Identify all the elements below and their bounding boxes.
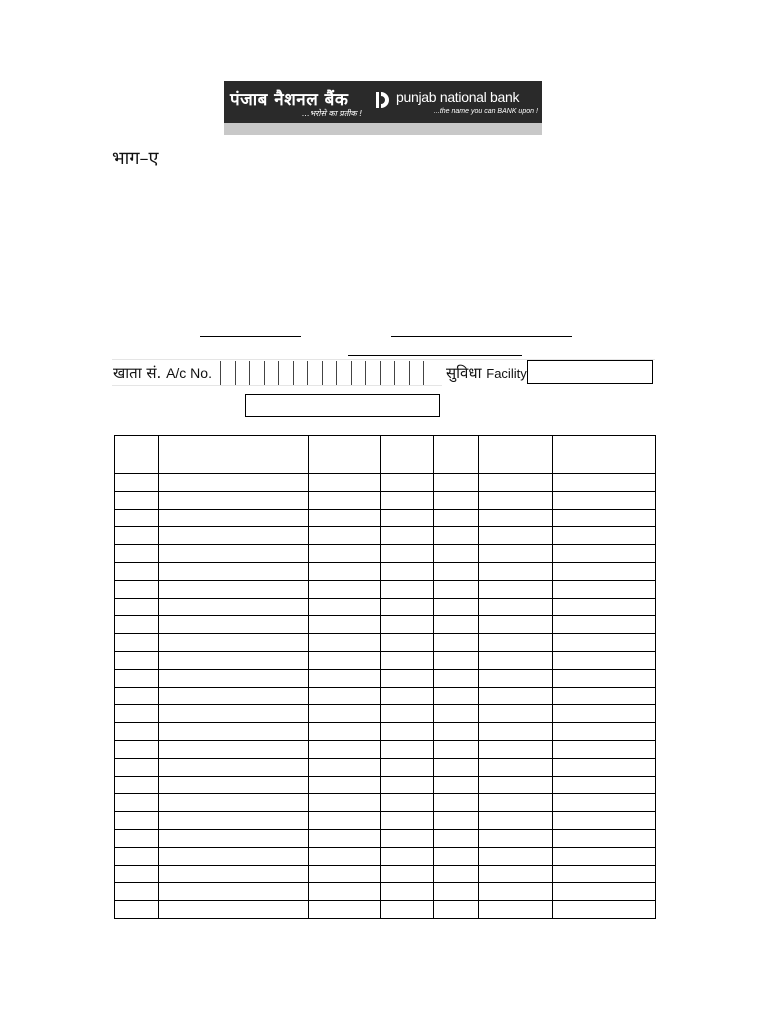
table-cell[interactable] <box>381 883 434 901</box>
table-cell[interactable] <box>309 491 381 509</box>
table-cell[interactable] <box>479 687 553 705</box>
table-cell[interactable] <box>434 883 479 901</box>
table-row <box>115 758 656 776</box>
table-cell[interactable] <box>479 527 553 545</box>
table-cell[interactable] <box>159 598 309 616</box>
table-cell[interactable] <box>479 562 553 580</box>
account-digit-box[interactable] <box>410 361 425 385</box>
table-cell[interactable] <box>553 669 656 687</box>
table-cell[interactable] <box>159 527 309 545</box>
table-cell[interactable] <box>309 616 381 634</box>
table-cell[interactable] <box>159 865 309 883</box>
table-cell[interactable] <box>309 901 381 919</box>
table-row <box>115 847 656 865</box>
table-cell[interactable] <box>115 794 159 812</box>
account-digit-box[interactable] <box>265 361 280 385</box>
table-cell[interactable] <box>479 776 553 794</box>
blank-line-2 <box>391 336 572 337</box>
table-cell[interactable] <box>434 847 479 865</box>
account-number-label <box>113 363 212 383</box>
table-row <box>115 527 656 545</box>
table-row <box>115 669 656 687</box>
entry-table <box>114 435 656 919</box>
table-cell[interactable] <box>159 901 309 919</box>
table-cell[interactable] <box>381 669 434 687</box>
table-cell[interactable] <box>381 705 434 723</box>
table-row <box>115 705 656 723</box>
table-cell[interactable] <box>115 651 159 669</box>
table-cell[interactable] <box>115 491 159 509</box>
table-row <box>115 474 656 492</box>
table-cell[interactable] <box>381 812 434 830</box>
table-cell[interactable] <box>553 776 656 794</box>
table-cell[interactable] <box>553 812 656 830</box>
table-cell[interactable] <box>434 509 479 527</box>
table-cell[interactable] <box>381 509 434 527</box>
table-cell[interactable] <box>434 651 479 669</box>
table-cell[interactable] <box>553 651 656 669</box>
table-cell[interactable] <box>115 740 159 758</box>
table-cell[interactable] <box>115 901 159 919</box>
table-cell[interactable] <box>479 794 553 812</box>
table-cell[interactable] <box>381 687 434 705</box>
table-cell[interactable] <box>309 651 381 669</box>
table-cell[interactable] <box>553 794 656 812</box>
table-cell[interactable] <box>159 669 309 687</box>
account-digit-box[interactable] <box>308 361 323 385</box>
table-cell[interactable] <box>309 562 381 580</box>
table-cell[interactable] <box>553 634 656 652</box>
table-cell[interactable] <box>479 580 553 598</box>
table-row <box>115 634 656 652</box>
table-cell[interactable] <box>479 669 553 687</box>
table-row <box>115 509 656 527</box>
account-digit-box[interactable] <box>352 361 367 385</box>
table-header-cell <box>479 436 553 474</box>
table-cell[interactable] <box>553 847 656 865</box>
table-cell[interactable] <box>115 776 159 794</box>
table-cell[interactable] <box>381 847 434 865</box>
table-cell[interactable] <box>159 651 309 669</box>
table-cell[interactable] <box>309 865 381 883</box>
table-cell[interactable] <box>434 776 479 794</box>
table-cell[interactable] <box>159 794 309 812</box>
logo-english-tagline: ...the name you can BANK upon ! <box>434 108 538 115</box>
table-row <box>115 651 656 669</box>
table-cell[interactable] <box>434 562 479 580</box>
table-cell[interactable] <box>553 527 656 545</box>
table-row <box>115 740 656 758</box>
table-cell[interactable] <box>434 812 479 830</box>
table-row <box>115 562 656 580</box>
account-digit-box[interactable] <box>395 361 410 385</box>
table-row <box>115 616 656 634</box>
table-cell[interactable] <box>115 562 159 580</box>
table-cell[interactable] <box>553 598 656 616</box>
table-cell[interactable] <box>309 847 381 865</box>
account-row-bottom-rule <box>112 385 442 386</box>
table-cell[interactable] <box>115 634 159 652</box>
table-cell[interactable] <box>159 474 309 492</box>
table-cell[interactable] <box>434 545 479 563</box>
table-cell[interactable] <box>434 598 479 616</box>
facility-label-hindi: सुविधा <box>446 364 482 382</box>
table-row <box>115 883 656 901</box>
blank-line-1 <box>200 336 301 337</box>
table-cell[interactable] <box>479 651 553 669</box>
table-cell[interactable] <box>115 545 159 563</box>
table-cell[interactable] <box>553 474 656 492</box>
table-cell[interactable] <box>115 580 159 598</box>
table-cell[interactable] <box>434 634 479 652</box>
table-cell[interactable] <box>381 527 434 545</box>
account-digit-box[interactable] <box>236 361 251 385</box>
account-digit-box[interactable] <box>337 361 352 385</box>
table-cell[interactable] <box>309 883 381 901</box>
table-cell[interactable] <box>553 740 656 758</box>
facility-label <box>446 363 527 383</box>
table-cell[interactable] <box>159 491 309 509</box>
table-cell[interactable] <box>159 580 309 598</box>
table-cell[interactable] <box>434 865 479 883</box>
account-digit-box[interactable] <box>323 361 338 385</box>
table-cell[interactable] <box>553 562 656 580</box>
table-cell[interactable] <box>479 474 553 492</box>
table-cell[interactable] <box>434 527 479 545</box>
table-cell[interactable] <box>434 829 479 847</box>
table-cell[interactable] <box>159 883 309 901</box>
table-cell[interactable] <box>115 847 159 865</box>
table-header-cell <box>159 436 309 474</box>
table-cell[interactable] <box>434 669 479 687</box>
table-cell[interactable] <box>159 847 309 865</box>
table-cell[interactable] <box>159 687 309 705</box>
table-cell[interactable] <box>309 723 381 741</box>
table-row <box>115 901 656 919</box>
blank-input-box[interactable] <box>245 394 440 417</box>
table-cell[interactable] <box>479 598 553 616</box>
table-cell[interactable] <box>309 669 381 687</box>
table-cell[interactable] <box>434 474 479 492</box>
table-cell[interactable] <box>159 812 309 830</box>
section-label: भाग–ए <box>112 148 159 169</box>
table-cell[interactable] <box>381 901 434 919</box>
table-cell[interactable] <box>381 491 434 509</box>
table-cell[interactable] <box>309 794 381 812</box>
table-cell[interactable] <box>434 758 479 776</box>
table-cell[interactable] <box>381 758 434 776</box>
table-cell[interactable] <box>115 723 159 741</box>
table-cell[interactable] <box>115 883 159 901</box>
table-row <box>115 829 656 847</box>
table-cell[interactable] <box>115 616 159 634</box>
table-cell[interactable] <box>479 740 553 758</box>
table-cell[interactable] <box>553 865 656 883</box>
table-cell[interactable] <box>159 705 309 723</box>
table-row <box>115 545 656 563</box>
table-cell[interactable] <box>381 651 434 669</box>
table-cell[interactable] <box>159 509 309 527</box>
account-number-digit-boxes[interactable] <box>220 361 424 385</box>
table-cell[interactable] <box>309 705 381 723</box>
table-cell[interactable] <box>479 829 553 847</box>
table-cell[interactable] <box>381 634 434 652</box>
account-digit-box[interactable] <box>294 361 309 385</box>
table-cell[interactable] <box>381 562 434 580</box>
table-row <box>115 865 656 883</box>
table-cell[interactable] <box>553 545 656 563</box>
table-cell[interactable] <box>115 474 159 492</box>
pnb-emblem-icon <box>374 91 392 109</box>
table-row <box>115 687 656 705</box>
table-row <box>115 812 656 830</box>
table-cell[interactable] <box>553 687 656 705</box>
table-cell[interactable] <box>479 883 553 901</box>
table-cell[interactable] <box>115 865 159 883</box>
table-cell[interactable] <box>381 740 434 758</box>
table-cell[interactable] <box>115 705 159 723</box>
table-cell[interactable] <box>381 474 434 492</box>
table-header-cell <box>553 436 656 474</box>
account-number-label-english: A/c No. <box>166 365 212 381</box>
logo-hindi-tagline: ...भरोसे का प्रतीक ! <box>302 109 363 118</box>
table-cell[interactable] <box>479 865 553 883</box>
table-cell[interactable] <box>309 527 381 545</box>
table-cell[interactable] <box>553 901 656 919</box>
bank-logo <box>224 81 542 135</box>
table-header-row <box>115 436 656 474</box>
table-cell[interactable] <box>434 687 479 705</box>
table-cell[interactable] <box>479 491 553 509</box>
table-cell[interactable] <box>159 740 309 758</box>
table-row <box>115 723 656 741</box>
table-cell[interactable] <box>159 634 309 652</box>
table-cell[interactable] <box>479 901 553 919</box>
logo-english-name: punjab national bank <box>396 89 520 105</box>
table-cell[interactable] <box>434 794 479 812</box>
table-cell[interactable] <box>309 812 381 830</box>
table-cell[interactable] <box>159 758 309 776</box>
table-header-cell <box>381 436 434 474</box>
table-header-cell <box>434 436 479 474</box>
table-cell[interactable] <box>434 616 479 634</box>
table-cell[interactable] <box>115 812 159 830</box>
table-cell[interactable] <box>115 669 159 687</box>
table-cell[interactable] <box>159 562 309 580</box>
facility-label-english: Facility <box>486 366 527 381</box>
table-cell[interactable] <box>479 616 553 634</box>
table-cell[interactable] <box>479 634 553 652</box>
table-cell[interactable] <box>479 545 553 563</box>
account-digit-box[interactable] <box>221 361 236 385</box>
table-cell[interactable] <box>309 740 381 758</box>
account-digit-box[interactable] <box>366 361 381 385</box>
table-cell[interactable] <box>309 598 381 616</box>
table-cell[interactable] <box>434 705 479 723</box>
table-cell[interactable] <box>309 474 381 492</box>
table-cell[interactable] <box>159 829 309 847</box>
table-cell[interactable] <box>553 705 656 723</box>
table-cell[interactable] <box>381 776 434 794</box>
table-cell[interactable] <box>309 509 381 527</box>
table-cell[interactable] <box>553 723 656 741</box>
account-digit-box[interactable] <box>279 361 294 385</box>
table-cell[interactable] <box>553 758 656 776</box>
table-cell[interactable] <box>479 812 553 830</box>
account-number-label-hindi: खाता सं. <box>113 364 162 382</box>
table-header-cell <box>309 436 381 474</box>
table-cell[interactable] <box>159 616 309 634</box>
table-cell[interactable] <box>309 758 381 776</box>
table-cell[interactable] <box>553 883 656 901</box>
table-cell[interactable] <box>309 829 381 847</box>
table-cell[interactable] <box>381 723 434 741</box>
table-cell[interactable] <box>479 509 553 527</box>
table-cell[interactable] <box>309 545 381 563</box>
logo-bottom-strip <box>224 123 542 135</box>
table-cell[interactable] <box>434 580 479 598</box>
table-cell[interactable] <box>381 598 434 616</box>
table-cell[interactable] <box>434 901 479 919</box>
table-cell[interactable] <box>553 491 656 509</box>
table-cell[interactable] <box>479 723 553 741</box>
table-cell[interactable] <box>479 758 553 776</box>
table-cell[interactable] <box>553 616 656 634</box>
table-cell[interactable] <box>434 740 479 758</box>
table-row <box>115 491 656 509</box>
table-cell[interactable] <box>434 491 479 509</box>
table-cell[interactable] <box>381 616 434 634</box>
table-cell[interactable] <box>115 758 159 776</box>
table-cell[interactable] <box>159 545 309 563</box>
table-row <box>115 598 656 616</box>
table-cell[interactable] <box>115 687 159 705</box>
table-cell[interactable] <box>381 545 434 563</box>
table-row <box>115 580 656 598</box>
account-digit-box[interactable] <box>250 361 265 385</box>
table-cell[interactable] <box>115 829 159 847</box>
table-row <box>115 794 656 812</box>
table-cell[interactable] <box>553 509 656 527</box>
table-cell[interactable] <box>479 705 553 723</box>
facility-input-box[interactable] <box>527 360 653 384</box>
table-cell[interactable] <box>159 723 309 741</box>
blank-line-3 <box>348 355 522 356</box>
table-cell[interactable] <box>309 580 381 598</box>
table-cell[interactable] <box>309 687 381 705</box>
table-cell[interactable] <box>309 634 381 652</box>
table-cell[interactable] <box>381 865 434 883</box>
table-cell[interactable] <box>479 847 553 865</box>
table-cell[interactable] <box>553 580 656 598</box>
table-row <box>115 776 656 794</box>
logo-hindi-name: पंजाब नैशनल बैंक <box>230 90 349 110</box>
table-cell[interactable] <box>159 776 309 794</box>
table-cell[interactable] <box>381 580 434 598</box>
table-cell[interactable] <box>115 598 159 616</box>
table-header-cell <box>115 436 159 474</box>
account-digit-box[interactable] <box>381 361 396 385</box>
table-cell[interactable] <box>381 794 434 812</box>
table-cell[interactable] <box>553 829 656 847</box>
table-cell[interactable] <box>434 723 479 741</box>
table-cell[interactable] <box>381 829 434 847</box>
table-cell[interactable] <box>309 776 381 794</box>
table-cell[interactable] <box>115 509 159 527</box>
table-cell[interactable] <box>115 527 159 545</box>
